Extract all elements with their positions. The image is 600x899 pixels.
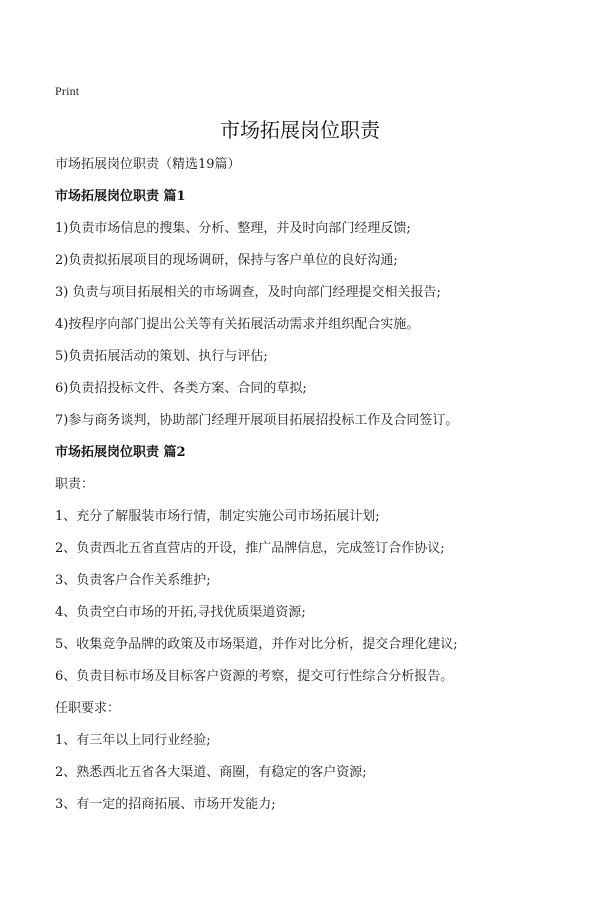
body-paragraph: 1、充分了解服装市场行情，制定实施公司市场拓展计划; bbox=[55, 509, 380, 524]
body-paragraph: 2)负责拟拓展项目的现场调研，保持与客户单位的良好沟通; bbox=[55, 253, 398, 268]
body-paragraph: 2、熟悉西北五省各大渠道、商圈，有稳定的客户资源; bbox=[55, 765, 367, 780]
body-paragraph: 7)参与商务谈判，协助部门经理开展项目拓展招投标工作及合同签订。 bbox=[55, 413, 459, 428]
body-paragraph: 3、有一定的招商拓展、市场开发能力; bbox=[55, 797, 276, 812]
body-paragraph: 4)按程序向部门提出公关等有关拓展活动需求并组织配合实施。 bbox=[55, 317, 420, 332]
body-paragraph: 5)负责拓展活动的策划、执行与评估; bbox=[55, 349, 268, 364]
body-paragraph: 4、负责空白市场的开拓,寻找优质渠道资源; bbox=[55, 605, 306, 620]
document-subtitle: 市场拓展岗位职责（精选19篇） bbox=[55, 157, 241, 172]
body-paragraph: 1、有三年以上同行业经验; bbox=[55, 733, 211, 748]
document-body bbox=[55, 181, 575, 821]
body-paragraph: 3) 负责与项目拓展相关的市场调查，及时向部门经理提交相关报告; bbox=[55, 285, 441, 300]
body-paragraph: 任职要求： bbox=[55, 701, 121, 716]
print-label: Print bbox=[55, 84, 80, 98]
section-heading: 市场拓展岗位职责 篇2 bbox=[55, 445, 186, 460]
body-paragraph: 3、负责客户合作关系维护; bbox=[55, 573, 211, 588]
section-heading: 市场拓展岗位职责 篇1 bbox=[55, 189, 186, 204]
body-paragraph: 1)负责市场信息的搜集、分析、整理，并及时向部门经理反馈; bbox=[55, 221, 411, 236]
body-paragraph: 5、收集竞争品牌的政策及市场渠道，并作对比分析，提交合理化建议; bbox=[55, 637, 458, 652]
page-title: 市场拓展岗位职责 bbox=[220, 118, 380, 142]
body-paragraph: 6、负责目标市场及目标客户资源的考察，提交可行性综合分析报告。 bbox=[55, 669, 454, 684]
body-paragraph: 职责： bbox=[55, 477, 95, 492]
body-paragraph: 6)负责招投标文件、各类方案、合同的草拟; bbox=[55, 381, 307, 396]
body-paragraph: 2、负责西北五省直营店的开设，推广品牌信息，完成签订合作协议; bbox=[55, 541, 445, 556]
